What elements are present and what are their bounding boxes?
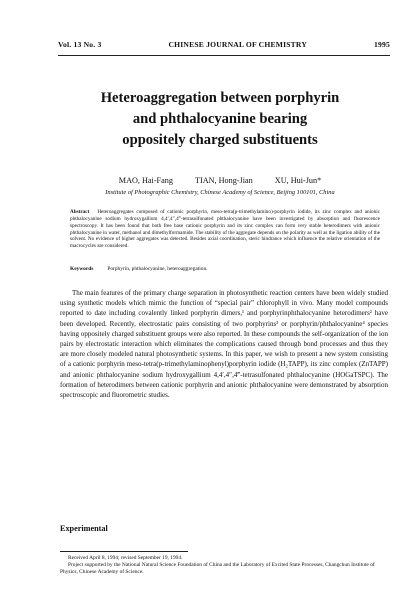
volume-issue: Vol. 13 No. 3 xyxy=(58,39,102,49)
abstract xyxy=(70,209,380,250)
footnotes xyxy=(60,555,388,577)
footnote-rule xyxy=(60,551,188,552)
intro-paragraph: The main features of the primary charge separation in photosynthetic reaction centers have been widely studied using synthetic models which mimic the function of “special pair” chlorophyll in vivo. Many model compounds reported to date including covalently linked porphyrin dimers,¹ and porphyrinphthalocyanine heterodimers² have been developed. Recently, electrostatic pairs consisting of two porphyrins³ or porphyrin/phthalocyanine⁴ species having oppositely charged substituent groups were also reported. In these compounds the self-organization of the ion pairs by electrostatic interaction which eliminates the complications caused through bond processes and thus they are more closely modeled natural photosynthetic systems. In this paper, we wish to present a new system consisting of a cationic porphyrin meso-tetra(p-trimethylaminophenyl)porphyrin iodide (H₂TAPP), its zinc complex (ZnTAPP) and anionic phthalocyanine sodium hydroxygallium 4,4′,4″,4‴-tetrasulfonated phthalocyanine (HOGaTSPC). The formation of heterodimers between cationic porphyrin and anionic phthalocyanine were demonstrated by absorption spectroscopic and fluorometric studies. xyxy=(60,289,388,400)
keywords-label: Keywords xyxy=(70,266,94,272)
author-3: XU, Hui-Jun* xyxy=(274,176,322,185)
title-line-1: Heteroaggregation between porphyrin xyxy=(100,90,340,106)
body-text xyxy=(60,288,388,400)
author-2: TIAN, Hong-Jian xyxy=(194,176,253,185)
title-line-3: oppositely charged substituents xyxy=(122,132,318,148)
affiliation: Institute of Photographic Chemistry, Chinese Academy of Science, Beijing 100101, China xyxy=(105,189,335,196)
section-heading-experimental: Experimental xyxy=(60,524,108,533)
footnote-received: Received April 8, 1994; revised September 19, 1994. xyxy=(68,555,183,561)
author-1: MAO, Hai-Fang xyxy=(118,176,173,185)
keywords xyxy=(70,266,380,273)
author-names xyxy=(50,175,390,186)
abstract-label: Abstract xyxy=(70,209,90,215)
author-block xyxy=(50,175,390,198)
footnote-support: Project supported by the National Natural Science Foundation of China and the Laboratory of Excited State Processes, Changchun Institute of Physics, Chinese Academy of Science. xyxy=(60,562,375,576)
abstract-text: Heteroaggregates composed of cationic porphyrin, meso-tetra(p-trimethylamino)-porphyrin iodide, its zinc complex and anionic phthalocyanine sodium hydroxygallium 4,4′,4″,4‴-tetrasulfonated phthalocyanine have been investigated by absorption and fluorescence spectroscopy. It has been found that both free base cationic porphyrin and its zinc complex can form very stable heterodimers with anionic phthalocyanine in water, methanol and dimethylformamide. The stability of the aggregate depends on the polarity as well as the ligation ability of the solvent. No evidence of higher aggregates was detected. Besides axial coordination, steric hindrance which influence the relative orientation of the macrocycles are considered. xyxy=(70,209,380,250)
article-title xyxy=(50,88,390,151)
title-line-2: and phthalocyanine bearing xyxy=(132,111,308,127)
keywords-text: Porphyrin, phthalocyanine, heteroaggregation. xyxy=(107,266,208,272)
running-head xyxy=(58,36,390,52)
publication-year: 1995 xyxy=(374,39,390,49)
journal-name: CHINESE JOURNAL OF CHEMISTRY xyxy=(168,39,308,49)
header-rule xyxy=(58,55,390,56)
